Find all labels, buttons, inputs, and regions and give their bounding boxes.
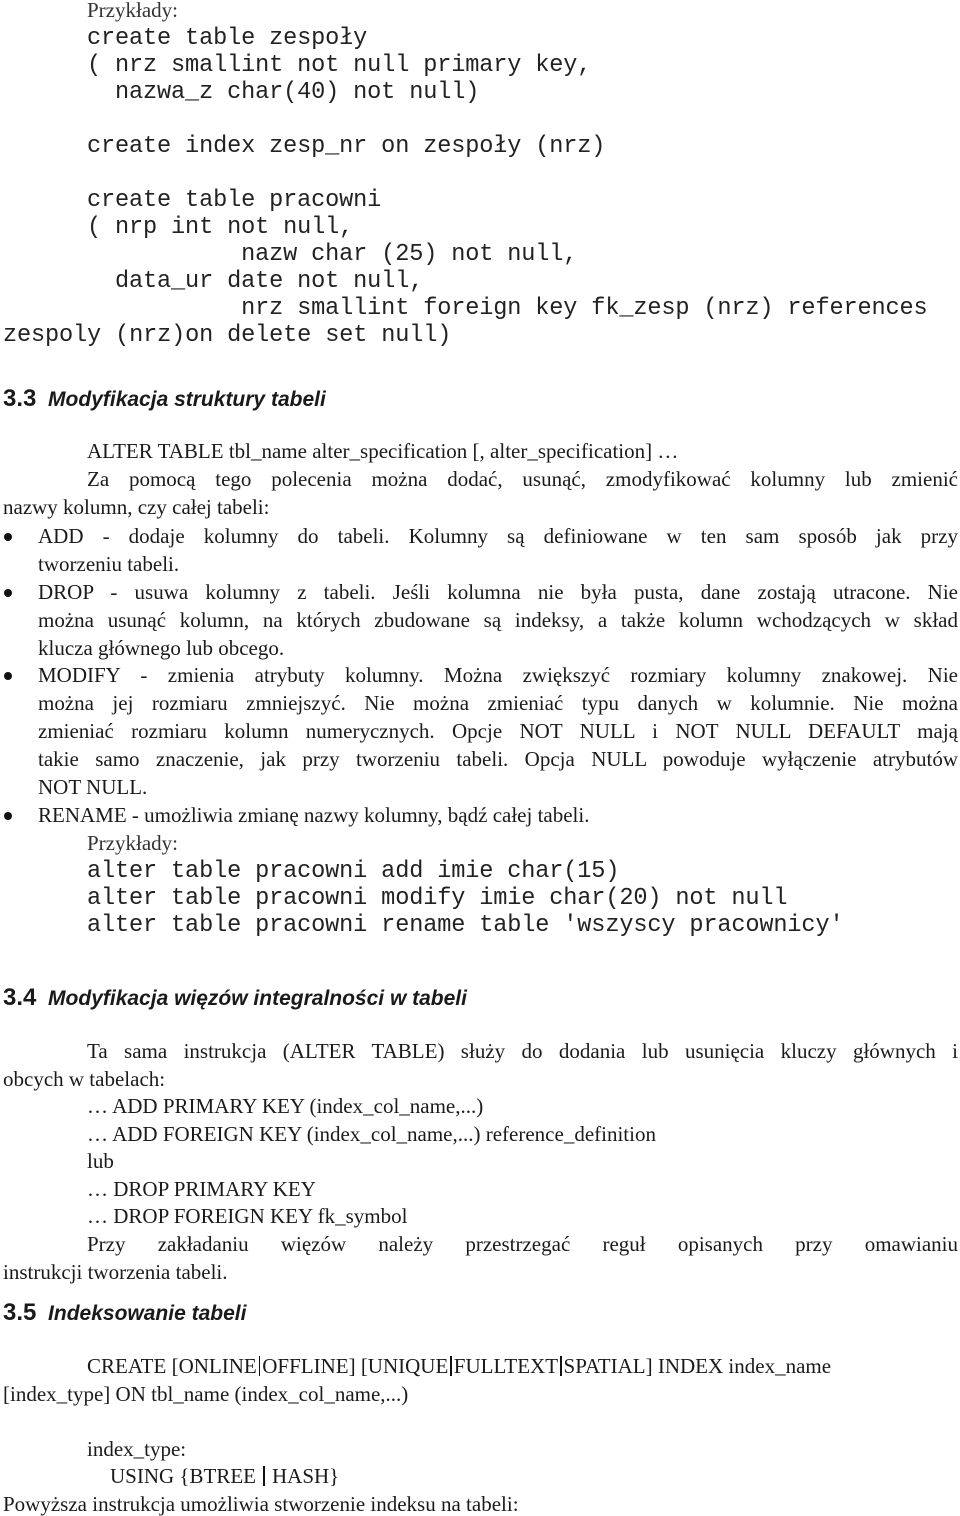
syntax-line: [index_type] ON tbl_name (index_col_name,...) [3,1382,409,1406]
syntax-line: … DROP PRIMARY KEY [87,1177,316,1201]
paragraph-line: nazwy kolumn, czy całej tabeli: [3,495,270,519]
section-number: 3.3 [3,385,37,412]
section-heading [3,387,326,411]
bullet-line: DROP - usuwa kolumny z tabeli. Jeśli kolumna nie była pusta, dane zostają utracone. Nie [38,580,958,604]
code-line: zespoly (nrz)on delete set null) [3,322,452,349]
section-number: 3.5 [3,1299,37,1326]
bullet-icon [4,812,12,820]
code-line: create index zesp_nr on zespoły (nrz) [87,133,606,160]
pipe-separator [450,1356,452,1376]
section-heading [3,1301,246,1325]
code-line: create table zespoły [87,25,368,52]
syntax-line [110,1466,339,1487]
bullet-line: takie samo znaczenie, jak przy tworzeniu tabeli. Opcja NULL powoduje wyłączenie atrybutów [38,747,958,771]
syntax-line: ALTER TABLE tbl_name alter_specification [, alter_specification] … [87,439,679,463]
paragraph-line: Przy zakładaniu więzów należy przestrzegać reguł opisanych przy omawianiu [87,1232,958,1256]
bullet-line: można jej rozmiaru zmniejszyć. Nie można zmieniać typu danych w kolumnie. Nie można [38,691,958,715]
code-line: nazwa_z char(40) not null) [87,79,480,106]
section-heading [3,986,467,1010]
paragraph-line: Powyższa instrukcja umożliwia stworzenie indeksu na tabeli: [3,1492,519,1516]
code-line: ( nrp int not null, [87,214,354,241]
code-line: nrz smallint foreign key fk_zesp (nrz) references [87,295,928,322]
section-title: Indeksowanie tabeli [48,1302,247,1325]
syntax-line: … ADD PRIMARY KEY (index_col_name,...) [87,1094,484,1118]
code-line: create table pracowni [87,187,382,214]
pipe-separator [259,1356,261,1376]
bullet-line: można usunąć kolumn, na których zbudowane są indeksy, a także kolumn wchodzących w skład [38,608,958,632]
syntax-part: HASH} [272,1464,340,1488]
syntax-line: … DROP FOREIGN KEY fk_symbol [87,1204,408,1228]
code-line: ( nrz smallint not null primary key, [87,52,592,79]
code-line: alter table pracowni add imie char(15) [87,858,620,885]
bullet-line: klucza głównego lub obcego. [38,636,285,660]
examples-label: Przykłady: [87,831,178,855]
syntax-line: … ADD FOREIGN KEY (index_col_name,...) reference_definition [87,1122,656,1146]
code-line: data_ur date not null, [87,268,424,295]
pipe-separator [560,1356,562,1376]
code-line: nazw char (25) not null, [87,241,578,268]
paragraph-line: Ta sama instrukcja (ALTER TABLE) służy do dodania lub usunięcia kluczy głównych i [87,1039,958,1063]
pipe-separator [263,1466,265,1486]
syntax-line: lub [87,1149,114,1173]
syntax-part: SPATIAL] INDEX index_name [563,1354,832,1378]
bullet-icon [4,533,12,541]
section-title: Modyfikacja więzów integralności w tabeli [48,987,467,1010]
paragraph-line: instrukcji tworzenia tabeli. [3,1260,228,1284]
paragraph-line: Za pomocą tego polecenia można dodać, usunąć, zmodyfikować kolumny lub zmienić [87,467,958,491]
bullet-line: NOT NULL. [38,775,148,799]
bullet-icon [4,589,12,597]
bullet-line: RENAME - umożliwia zmianę nazwy kolumny, bądź całej tabeli. [38,803,590,827]
examples-label: Przykłady: [87,0,178,22]
bullet-icon [4,672,12,680]
section-title: Modyfikacja struktury tabeli [48,388,326,411]
bullet-line: zmieniać rozmiaru kolumn numerycznych. Opcje NOT NULL i NOT NULL DEFAULT mają [38,719,958,743]
syntax-part: CREATE [ONLINE [87,1354,257,1378]
bullet-line: ADD - dodaje kolumny do tabeli. Kolumny są definiowane w ten sam sposób jak przy [38,524,958,548]
bullet-line: tworzeniu tabeli. [38,552,180,576]
bullet-line: MODIFY - zmienia atrybuty kolumny. Można zwiększyć rozmiary kolumny znakowej. Nie [38,663,958,687]
syntax-part: FULLTEXT [453,1354,559,1378]
syntax-part: USING {BTREE [110,1464,256,1488]
section-number: 3.4 [3,984,37,1011]
code-line: alter table pracowni modify imie char(20) not null [87,885,788,912]
syntax-part: OFFLINE] [UNIQUE [262,1354,449,1378]
paragraph-line: obcych w tabelach: [3,1067,166,1091]
index-type-label: index_type: [87,1437,187,1461]
syntax-line [87,1356,831,1377]
code-line: alter table pracowni rename table 'wszyscy pracownicy' [87,912,844,939]
